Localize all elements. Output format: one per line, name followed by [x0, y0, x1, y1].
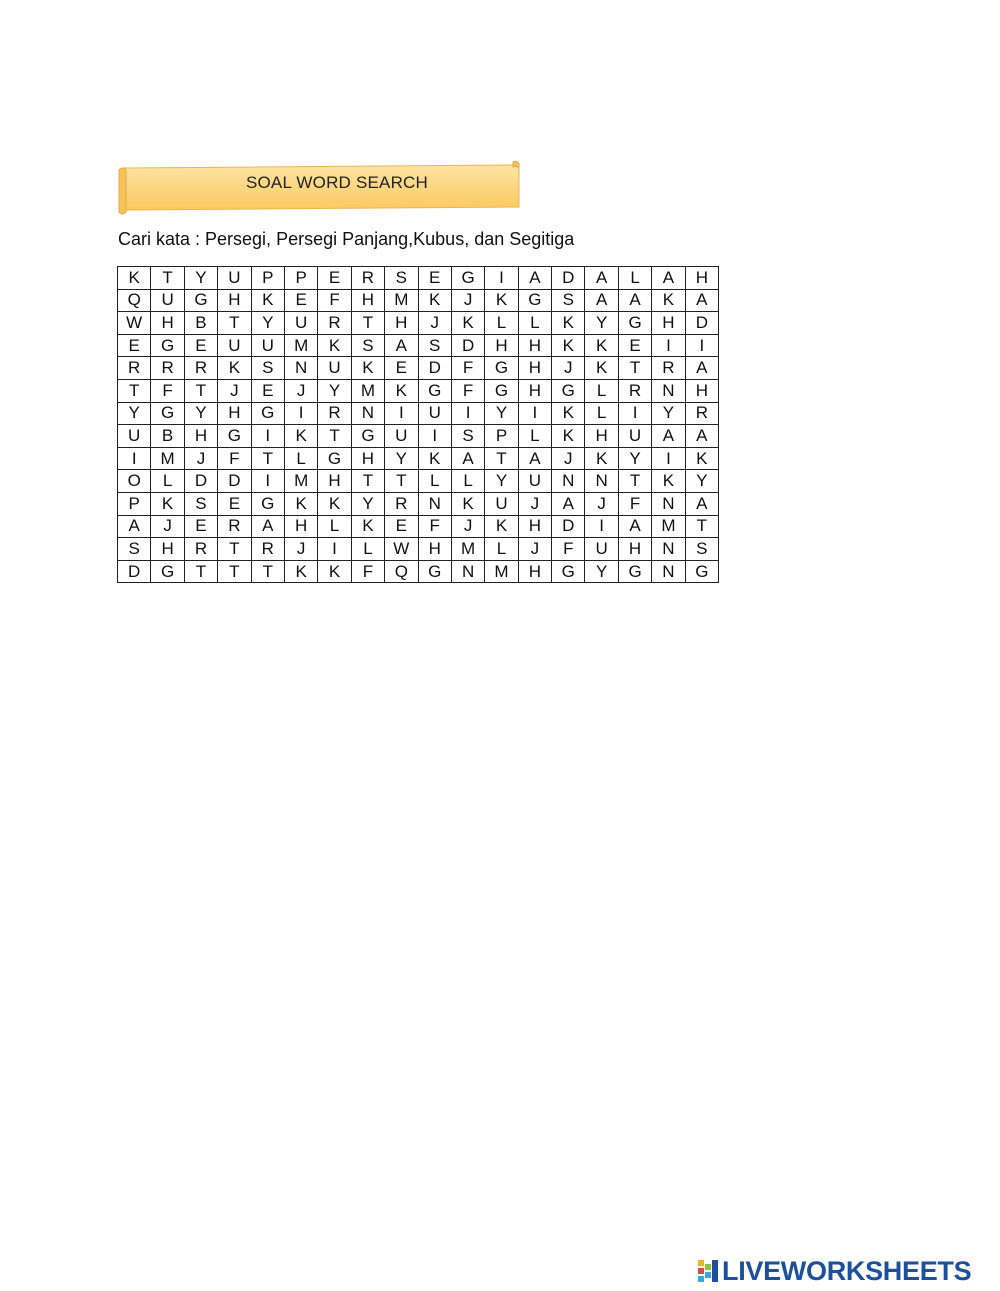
grid-cell[interactable]: J [518, 538, 551, 561]
grid-cell[interactable]: H [351, 289, 384, 312]
grid-cell[interactable]: I [284, 402, 317, 425]
grid-cell[interactable]: K [151, 492, 184, 515]
grid-cell[interactable]: G [451, 267, 484, 290]
grid-cell[interactable]: K [451, 492, 484, 515]
grid-cell[interactable]: K [251, 289, 284, 312]
grid-cell[interactable]: G [151, 560, 184, 583]
liveworksheets-logo-icon [698, 1258, 720, 1284]
grid-cell[interactable]: J [451, 515, 484, 538]
grid-cell[interactable]: I [451, 402, 484, 425]
grid-cell[interactable]: H [518, 515, 551, 538]
grid-cell[interactable]: A [251, 515, 284, 538]
grid-cell[interactable]: N [351, 402, 384, 425]
grid-cell[interactable]: H [151, 538, 184, 561]
grid-cell[interactable]: R [118, 357, 151, 380]
grid-cell[interactable]: B [151, 425, 184, 448]
grid-cell[interactable]: Y [485, 402, 518, 425]
grid-cell[interactable]: T [685, 515, 718, 538]
grid-cell[interactable]: D [552, 267, 585, 290]
grid-cell[interactable]: H [485, 334, 518, 357]
grid-cell[interactable]: A [652, 267, 685, 290]
grid-cell[interactable]: S [351, 334, 384, 357]
grid-cell[interactable]: U [585, 538, 618, 561]
grid-cell[interactable]: L [518, 425, 551, 448]
grid-cell[interactable]: L [351, 538, 384, 561]
grid-cell[interactable]: A [685, 357, 718, 380]
instruction-text: Cari kata : Persegi, Persegi Panjang,Kubus, dan Segitiga [118, 229, 575, 249]
grid-cell[interactable]: Y [351, 492, 384, 515]
grid-cell[interactable]: E [618, 334, 651, 357]
grid-row [118, 492, 719, 515]
grid-cell[interactable]: N [585, 470, 618, 493]
grid-cell[interactable]: Y [118, 402, 151, 425]
grid-cell[interactable]: K [652, 289, 685, 312]
grid-cell[interactable]: G [151, 334, 184, 357]
grid-cell[interactable]: G [351, 425, 384, 448]
grid-cell[interactable]: K [318, 560, 351, 583]
grid-cell[interactable]: L [485, 538, 518, 561]
grid-cell[interactable]: S [251, 357, 284, 380]
grid-cell[interactable]: G [618, 560, 651, 583]
grid-cell[interactable]: U [318, 357, 351, 380]
grid-cell[interactable]: W [118, 312, 151, 335]
grid-cell[interactable]: N [652, 379, 685, 402]
grid-cell[interactable]: Y [618, 447, 651, 470]
grid-row [118, 470, 719, 493]
grid-cell[interactable]: M [485, 560, 518, 583]
grid-cell[interactable]: T [151, 267, 184, 290]
grid-cell[interactable]: L [585, 402, 618, 425]
grid-cell[interactable]: R [218, 515, 251, 538]
grid-cell[interactable]: E [218, 492, 251, 515]
grid-cell[interactable]: H [351, 447, 384, 470]
grid-cell[interactable]: J [585, 492, 618, 515]
title-banner [117, 160, 521, 215]
grid-cell[interactable]: A [618, 515, 651, 538]
grid-cell[interactable]: L [318, 515, 351, 538]
grid-cell[interactable]: K [351, 515, 384, 538]
grid-cell[interactable]: E [385, 515, 418, 538]
grid-cell[interactable]: H [385, 312, 418, 335]
grid-cell[interactable]: K [485, 515, 518, 538]
grid-cell[interactable]: R [685, 402, 718, 425]
grid-cell[interactable]: D [685, 312, 718, 335]
grid-cell[interactable]: J [218, 379, 251, 402]
grid-cell[interactable]: Y [652, 402, 685, 425]
grid-cell[interactable]: S [385, 267, 418, 290]
grid-cell[interactable]: T [351, 470, 384, 493]
grid-cell[interactable]: L [418, 470, 451, 493]
grid-cell[interactable]: L [485, 312, 518, 335]
grid-cell[interactable]: U [485, 492, 518, 515]
grid-cell[interactable]: N [284, 357, 317, 380]
grid-cell[interactable]: U [218, 334, 251, 357]
grid-cell[interactable]: A [585, 267, 618, 290]
grid-cell[interactable]: H [284, 515, 317, 538]
grid-cell[interactable]: S [184, 492, 217, 515]
grid-cell[interactable]: E [184, 334, 217, 357]
grid-cell[interactable]: Y [685, 470, 718, 493]
grid-cell[interactable]: U [118, 425, 151, 448]
grid-cell[interactable]: R [151, 357, 184, 380]
grid-cell[interactable]: I [251, 470, 284, 493]
grid-cell[interactable]: G [618, 312, 651, 335]
grid-row [118, 267, 719, 290]
grid-cell[interactable]: A [518, 267, 551, 290]
grid-cell[interactable]: M [451, 538, 484, 561]
grid-cell[interactable]: A [585, 289, 618, 312]
grid-row [118, 357, 719, 380]
grid-cell[interactable]: I [485, 267, 518, 290]
grid-cell[interactable]: A [118, 515, 151, 538]
grid-cell[interactable]: M [385, 289, 418, 312]
grid-row [118, 289, 719, 312]
grid-cell[interactable]: R [184, 357, 217, 380]
grid-cell[interactable]: D [218, 470, 251, 493]
grid-cell[interactable]: D [451, 334, 484, 357]
grid-cell[interactable]: S [118, 538, 151, 561]
grid-cell[interactable]: J [518, 492, 551, 515]
grid-cell[interactable]: E [318, 267, 351, 290]
banner-title: SOAL WORD SEARCH [245, 173, 429, 192]
grid-cell[interactable]: R [251, 538, 284, 561]
grid-row [118, 425, 719, 448]
grid-cell[interactable]: H [318, 470, 351, 493]
grid-cell[interactable]: E [118, 334, 151, 357]
grid-cell[interactable]: A [618, 289, 651, 312]
grid-cell[interactable]: E [418, 267, 451, 290]
grid-cell[interactable]: H [518, 334, 551, 357]
grid-row [118, 334, 719, 357]
grid-cell[interactable]: K [585, 357, 618, 380]
grid-cell[interactable]: I [585, 515, 618, 538]
grid-cell[interactable]: H [518, 357, 551, 380]
grid-cell[interactable]: K [485, 289, 518, 312]
grid-cell[interactable]: G [552, 560, 585, 583]
grid-cell[interactable]: T [218, 538, 251, 561]
grid-cell[interactable]: F [351, 560, 384, 583]
grid-cell[interactable]: B [184, 312, 217, 335]
grid-cell[interactable]: P [118, 492, 151, 515]
grid-cell[interactable]: G [485, 379, 518, 402]
grid-cell[interactable]: I [418, 425, 451, 448]
grid-cell[interactable]: T [251, 560, 284, 583]
grid-cell[interactable]: J [284, 538, 317, 561]
grid-cell[interactable]: K [318, 334, 351, 357]
grid-cell[interactable]: K [585, 447, 618, 470]
grid-cell[interactable]: O [118, 470, 151, 493]
grid-cell[interactable]: K [318, 492, 351, 515]
grid-cell[interactable]: Y [251, 312, 284, 335]
grid-cell[interactable]: K [552, 425, 585, 448]
grid-cell[interactable]: J [151, 515, 184, 538]
grid-cell[interactable]: F [418, 515, 451, 538]
liveworksheets-brand [698, 1256, 971, 1286]
grid-cell[interactable]: U [385, 425, 418, 448]
grid-cell[interactable]: M [151, 447, 184, 470]
grid-cell[interactable]: G [251, 402, 284, 425]
grid-cell[interactable]: K [418, 447, 451, 470]
grid-cell[interactable]: K [284, 425, 317, 448]
grid-cell[interactable]: J [552, 447, 585, 470]
grid-cell[interactable]: A [652, 425, 685, 448]
grid-cell[interactable]: T [218, 560, 251, 583]
grid-cell[interactable]: Y [585, 312, 618, 335]
grid-cell[interactable]: G [251, 492, 284, 515]
grid-cell[interactable]: H [618, 538, 651, 561]
grid-cell[interactable]: U [618, 425, 651, 448]
grid-cell[interactable]: H [218, 289, 251, 312]
grid-cell[interactable]: M [284, 334, 317, 357]
grid-cell[interactable]: Q [118, 289, 151, 312]
grid-cell[interactable]: G [518, 289, 551, 312]
grid-cell[interactable]: U [518, 470, 551, 493]
grid-cell[interactable]: R [318, 402, 351, 425]
grid-cell[interactable]: T [385, 470, 418, 493]
grid-cell[interactable]: Q [385, 560, 418, 583]
grid-cell[interactable]: K [118, 267, 151, 290]
grid-cell[interactable]: G [151, 402, 184, 425]
grid-cell[interactable]: H [518, 560, 551, 583]
grid-cell[interactable]: J [418, 312, 451, 335]
grid-cell[interactable]: A [685, 425, 718, 448]
grid-cell[interactable]: L [518, 312, 551, 335]
grid-cell[interactable]: E [184, 515, 217, 538]
grid-row [118, 560, 719, 583]
grid-cell[interactable]: T [184, 379, 217, 402]
grid-cell[interactable]: I [385, 402, 418, 425]
grid-cell[interactable]: D [552, 515, 585, 538]
grid-cell[interactable]: K [418, 289, 451, 312]
grid-cell[interactable]: E [251, 379, 284, 402]
grid-cell[interactable]: F [451, 379, 484, 402]
grid-cell[interactable]: F [618, 492, 651, 515]
grid-cell[interactable]: U [251, 334, 284, 357]
grid-cell[interactable]: A [385, 334, 418, 357]
grid-cell[interactable]: I [318, 538, 351, 561]
grid-cell[interactable]: K [284, 560, 317, 583]
grid-cell[interactable]: S [418, 334, 451, 357]
grid-cell[interactable]: S [451, 425, 484, 448]
grid-cell[interactable]: K [652, 470, 685, 493]
grid-cell[interactable]: R [652, 357, 685, 380]
grid-cell[interactable]: P [485, 425, 518, 448]
grid-cell[interactable]: Y [585, 560, 618, 583]
grid-cell[interactable]: K [685, 447, 718, 470]
grid-cell[interactable]: H [585, 425, 618, 448]
grid-cell[interactable]: R [385, 492, 418, 515]
grid-cell[interactable]: I [685, 334, 718, 357]
grid-cell[interactable]: T [118, 379, 151, 402]
grid-cell[interactable]: D [418, 357, 451, 380]
grid-cell[interactable]: L [284, 447, 317, 470]
grid-cell[interactable]: T [218, 312, 251, 335]
grid-cell[interactable]: U [151, 289, 184, 312]
grid-cell[interactable]: J [552, 357, 585, 380]
grid-cell[interactable]: K [284, 492, 317, 515]
grid-cell[interactable]: N [652, 538, 685, 561]
grid-cell[interactable]: A [451, 447, 484, 470]
grid-cell[interactable]: G [485, 357, 518, 380]
grid-cell[interactable]: E [385, 357, 418, 380]
grid-cell[interactable]: K [585, 334, 618, 357]
grid-cell[interactable]: T [318, 425, 351, 448]
grid-cell[interactable]: G [552, 379, 585, 402]
grid-cell[interactable]: F [318, 289, 351, 312]
grid-cell[interactable]: W [385, 538, 418, 561]
grid-cell[interactable]: Y [318, 379, 351, 402]
grid-cell[interactable]: I [251, 425, 284, 448]
grid-cell[interactable]: K [552, 334, 585, 357]
grid-cell[interactable]: A [552, 492, 585, 515]
grid-cell[interactable]: S [552, 289, 585, 312]
grid-row [118, 312, 719, 335]
grid-cell[interactable]: Y [184, 267, 217, 290]
grid-cell[interactable]: I [518, 402, 551, 425]
grid-cell[interactable]: N [652, 560, 685, 583]
grid-cell[interactable]: M [351, 379, 384, 402]
grid-cell[interactable]: R [618, 379, 651, 402]
grid-cell[interactable]: T [251, 447, 284, 470]
grid-cell[interactable]: H [685, 379, 718, 402]
grid-cell[interactable]: J [184, 447, 217, 470]
grid-cell[interactable]: Y [485, 470, 518, 493]
grid-cell[interactable]: R [318, 312, 351, 335]
grid-row [118, 402, 719, 425]
grid-cell[interactable]: J [284, 379, 317, 402]
word-search-grid [117, 266, 719, 583]
grid-cell[interactable]: I [618, 402, 651, 425]
grid-cell[interactable]: D [184, 470, 217, 493]
grid-cell[interactable]: G [218, 425, 251, 448]
grid-cell[interactable]: L [585, 379, 618, 402]
grid-row [118, 538, 719, 561]
grid-cell[interactable]: K [451, 312, 484, 335]
grid-cell[interactable]: A [685, 492, 718, 515]
grid-cell[interactable]: I [652, 447, 685, 470]
grid-cell[interactable]: G [184, 289, 217, 312]
grid-cell[interactable]: T [618, 357, 651, 380]
grid-cell[interactable]: M [652, 515, 685, 538]
grid-cell[interactable]: A [518, 447, 551, 470]
grid-cell[interactable]: R [184, 538, 217, 561]
grid-cell[interactable]: H [518, 379, 551, 402]
grid-cell[interactable]: F [218, 447, 251, 470]
grid-cell[interactable]: T [485, 447, 518, 470]
grid-cell[interactable]: G [318, 447, 351, 470]
grid-cell[interactable]: S [685, 538, 718, 561]
grid-cell[interactable]: H [184, 425, 217, 448]
grid-cell[interactable]: L [618, 267, 651, 290]
grid-cell[interactable]: Y [184, 402, 217, 425]
grid-cell[interactable]: K [218, 357, 251, 380]
brand-name: LIVEWORKSHEETS [722, 1255, 972, 1286]
grid-cell[interactable]: U [218, 267, 251, 290]
grid-cell[interactable]: I [652, 334, 685, 357]
grid-cell[interactable]: G [685, 560, 718, 583]
grid-cell[interactable]: T [184, 560, 217, 583]
grid-cell[interactable]: L [451, 470, 484, 493]
grid-cell[interactable]: G [418, 379, 451, 402]
grid-cell[interactable]: H [218, 402, 251, 425]
grid-cell[interactable]: F [451, 357, 484, 380]
grid-cell[interactable]: H [685, 267, 718, 290]
grid-cell[interactable]: N [652, 492, 685, 515]
grid-cell[interactable]: N [552, 470, 585, 493]
grid-row [118, 379, 719, 402]
grid-cell[interactable]: I [118, 447, 151, 470]
grid-cell[interactable]: F [552, 538, 585, 561]
grid-row [118, 515, 719, 538]
grid-cell[interactable]: L [151, 470, 184, 493]
grid-cell[interactable]: H [151, 312, 184, 335]
grid-cell[interactable]: D [118, 560, 151, 583]
grid-cell[interactable]: U [418, 402, 451, 425]
grid-cell[interactable]: T [618, 470, 651, 493]
grid-cell[interactable]: N [451, 560, 484, 583]
grid-cell[interactable]: P [284, 267, 317, 290]
grid-cell[interactable]: T [351, 312, 384, 335]
grid-cell[interactable]: K [351, 357, 384, 380]
grid-cell[interactable]: M [284, 470, 317, 493]
grid-cell[interactable]: Y [385, 447, 418, 470]
grid-cell[interactable]: E [284, 289, 317, 312]
grid-cell[interactable]: R [351, 267, 384, 290]
grid-cell[interactable]: U [284, 312, 317, 335]
grid-cell[interactable]: N [418, 492, 451, 515]
grid-cell[interactable]: F [151, 379, 184, 402]
grid-cell[interactable]: P [251, 267, 284, 290]
grid-cell[interactable]: J [451, 289, 484, 312]
grid-cell[interactable]: H [652, 312, 685, 335]
grid-cell[interactable]: H [418, 538, 451, 561]
grid-cell[interactable]: K [552, 312, 585, 335]
grid-cell[interactable]: A [685, 289, 718, 312]
grid-cell[interactable]: K [552, 402, 585, 425]
grid-row [118, 447, 719, 470]
grid-cell[interactable]: G [418, 560, 451, 583]
grid-cell[interactable]: K [385, 379, 418, 402]
